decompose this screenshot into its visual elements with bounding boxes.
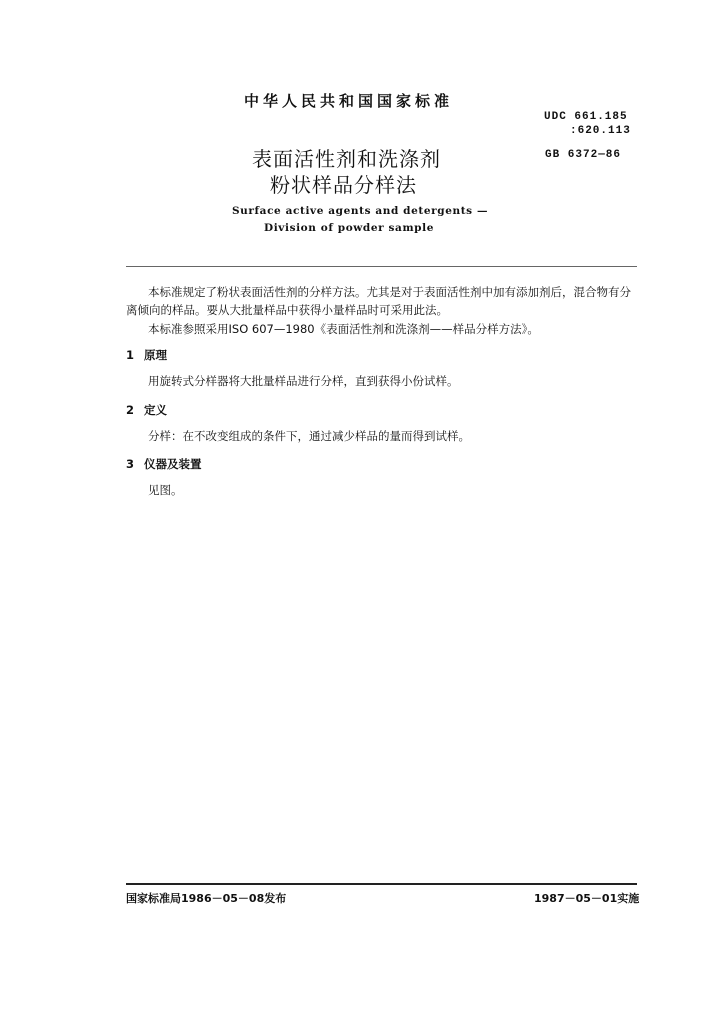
issuing-organization: 中华人民共和国国家标准 bbox=[244, 92, 454, 110]
section-heading-principle bbox=[126, 347, 167, 363]
section-body-apparatus: 见图。 bbox=[148, 483, 183, 497]
section-title: 原理 bbox=[144, 348, 167, 362]
udc-code-line1: UDC 661.185 bbox=[544, 111, 628, 123]
section-number: 1 bbox=[126, 348, 135, 362]
footer-effective-date: 1987－05－01实施 bbox=[534, 892, 640, 905]
udc-code-line2: :620.113 bbox=[570, 125, 631, 137]
top-divider bbox=[126, 266, 637, 267]
section-title: 仪器及装置 bbox=[144, 457, 202, 471]
section-heading-apparatus bbox=[126, 456, 202, 472]
intro-line2: 离倾向的样品。要从大批量样品中获得小量样品时可采用此法。 bbox=[126, 303, 448, 317]
section-title: 定义 bbox=[144, 403, 167, 417]
section-body-definition: 分样：在不改变组成的条件下，通过减少样品的量而得到试样。 bbox=[148, 429, 470, 443]
section-number: 3 bbox=[126, 457, 135, 471]
footer-divider bbox=[126, 883, 637, 885]
intro-line3: 本标准参照采用ISO 607—1980《表面活性剂和洗涤剂——样品分样方法》。 bbox=[148, 322, 539, 336]
footer-issued-date: 国家标准局1986－05－08发布 bbox=[126, 892, 287, 905]
intro-line1: 本标准规定了粉状表面活性剂的分样方法。尤其是对于表面活性剂中加有添加剂后，混合物有分 bbox=[148, 285, 631, 299]
gb-standard-code: GB 6372—86 bbox=[545, 149, 622, 161]
title-en-line1: Surface active agents and detergents — bbox=[232, 205, 489, 217]
title-zh-line2: 粉状样品分样法 bbox=[270, 173, 417, 197]
title-en-line2: Division of powder sample bbox=[264, 222, 434, 234]
section-heading-definition bbox=[126, 402, 167, 418]
section-number: 2 bbox=[126, 403, 135, 417]
section-body-principle: 用旋转式分样器将大批量样品进行分样，直到获得小份试样。 bbox=[148, 374, 459, 388]
title-zh-line1: 表面活性剂和洗涤剂 bbox=[252, 147, 441, 171]
